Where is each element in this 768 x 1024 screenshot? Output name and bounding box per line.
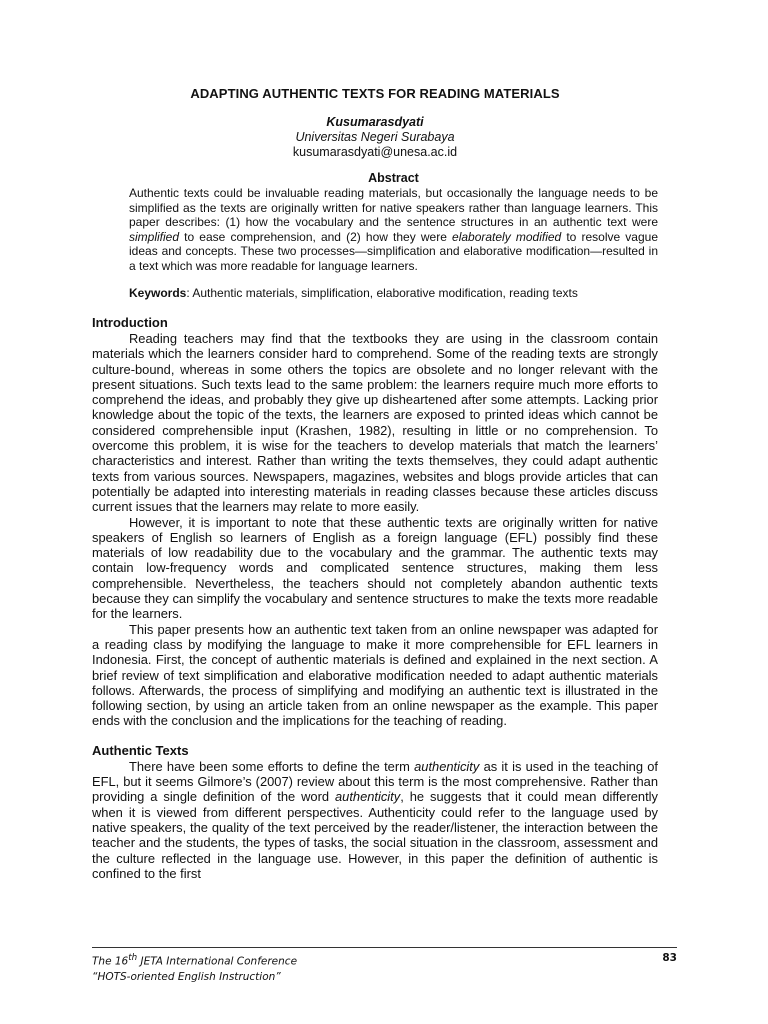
footer-conference-ordinal: th [128,953,138,963]
keywords-line [129,286,658,301]
abstract-emphasis: elaborately modified [452,229,562,244]
author-block [92,115,658,160]
paragraph-text-part: There have been some efforts to define the term [129,758,415,774]
abstract-emphasis: simplified [129,229,180,244]
page-number: 83 [662,952,677,964]
introduction-paragraph: This paper presents how an authentic text taken from an online newspaper was adapted for a reading class by modifying the language to make it more comprehensible for EFL learners in Indonesia. First, the concept of authentic materials is defined and explained in the next section. A brief review of text simplification and elaborative modification needed to adapt authentic materials follows. Afterwards, the process of simplifying and modifying an authentic text is illustrated in the following section, by using an article taken from an online newspaper as the example. This paper ends with the conclusion and the implications for the teaching of reading. [92,621,658,729]
abstract-text-part: to ease comprehension, and (2) how they were [179,229,453,244]
paragraph-emphasis: authenticity [414,758,480,774]
footer-conference [92,951,677,970]
authentic-texts-heading: Authentic Texts [92,742,189,758]
page-content [92,86,658,881]
author-affiliation: Universitas Negeri Surabaya [295,130,455,144]
footer-conference-suffix: JETA International Conference [137,955,298,968]
abstract-section [129,171,658,301]
keywords-text: : Authentic materials, simplification, elaborative modification, reading texts [186,286,578,300]
author-email: kusumarasdyati@unesa.ac.id [292,145,458,159]
abstract-heading: Abstract [368,171,419,185]
paragraph-text-part: , he suggests that it could mean differently when it is viewed from different perspectives. Authenticity could refer to the language used by native speakers, the quality of the text perceived by the reader/listener, the interaction between the teacher and the students, the types of tasks, the social situation in the classroom, assessment and the culture reflected in the language use. However, in this paper the definition of authentic is confined to the first [92,789,658,881]
abstract-text-part: to resolve vague ideas and concepts. These two processes—simplification and elaborative modification—resulted in a text which was more readable for language learners. [129,229,659,273]
introduction-paragraph: However, it is important to note that these authentic texts are originally written for native speakers of English so learners of English as a foreign language (EFL) possibly find these materials of low readability due to the vocabulary and the grammar. The authentic texts may contain low-frequency words and complicated sentence structures, making them less comprehensible. Nevertheless, the teachers should not completely abandon authentic texts because they can simplify the vocabulary and sentence structures to make the texts more readable for the learners. [92,514,658,622]
introduction-paragraph: Reading teachers may find that the textbooks they are using in the classroom contain materials which the learners consider hard to comprehend. Some of the reading texts are strongly culture-bound, whereas in some others the topics are obsolete and no longer relevant with the present situations. Such texts lead to the same problem: the learners require much more efforts to comprehend the ideas, and probably they give up disheartened after some attempts. Lacking prior knowledge about the topic of the texts, the learners are exposed to printed ideas which cannot be considered comprehensible input (Krashen, 1982), resulting in little or no comprehension. To overcome this problem, it is wise for the teachers to develop materials that match the learners’ characteristics and interest. Rather than writing the texts themselves, they could adapt authentic texts from various sources. Newspapers, magazines, websites and blogs provide articles that can potentially be adapted into interesting materials in reading classes because these articles discuss current issues that the learners may relate to more easily. [92,331,658,515]
author-name: Kusumarasdyati [326,115,424,129]
page-footer [92,951,677,985]
abstract-text-part: Authentic texts could be invaluable reading materials, but occasionally the language needs to be simplified as the texts are originally written for native speakers rather than language learners. This paper describes: (1) how the vocabulary and the sentence structures in an authentic text were [129,186,658,229]
paper-title: ADAPTING AUTHENTIC TEXTS FOR READING MATERIALS [190,86,560,101]
abstract-text [129,186,658,273]
paragraph-emphasis: authenticity [334,789,401,805]
introduction-heading: Introduction [92,315,168,330]
footer-divider [92,947,677,948]
footer-theme: “HOTS-oriented English Instruction” [92,970,281,983]
paragraph-text-part: as it is used in the teaching of EFL, but it seems Gilmore’s (2007) review about this term is the most comprehensive. Rather than providing a single definition of the word [92,758,658,805]
keywords-label: Keywords [129,286,187,300]
authentic-texts-paragraph [92,759,658,881]
footer-conference-prefix: The 16 [92,955,129,968]
